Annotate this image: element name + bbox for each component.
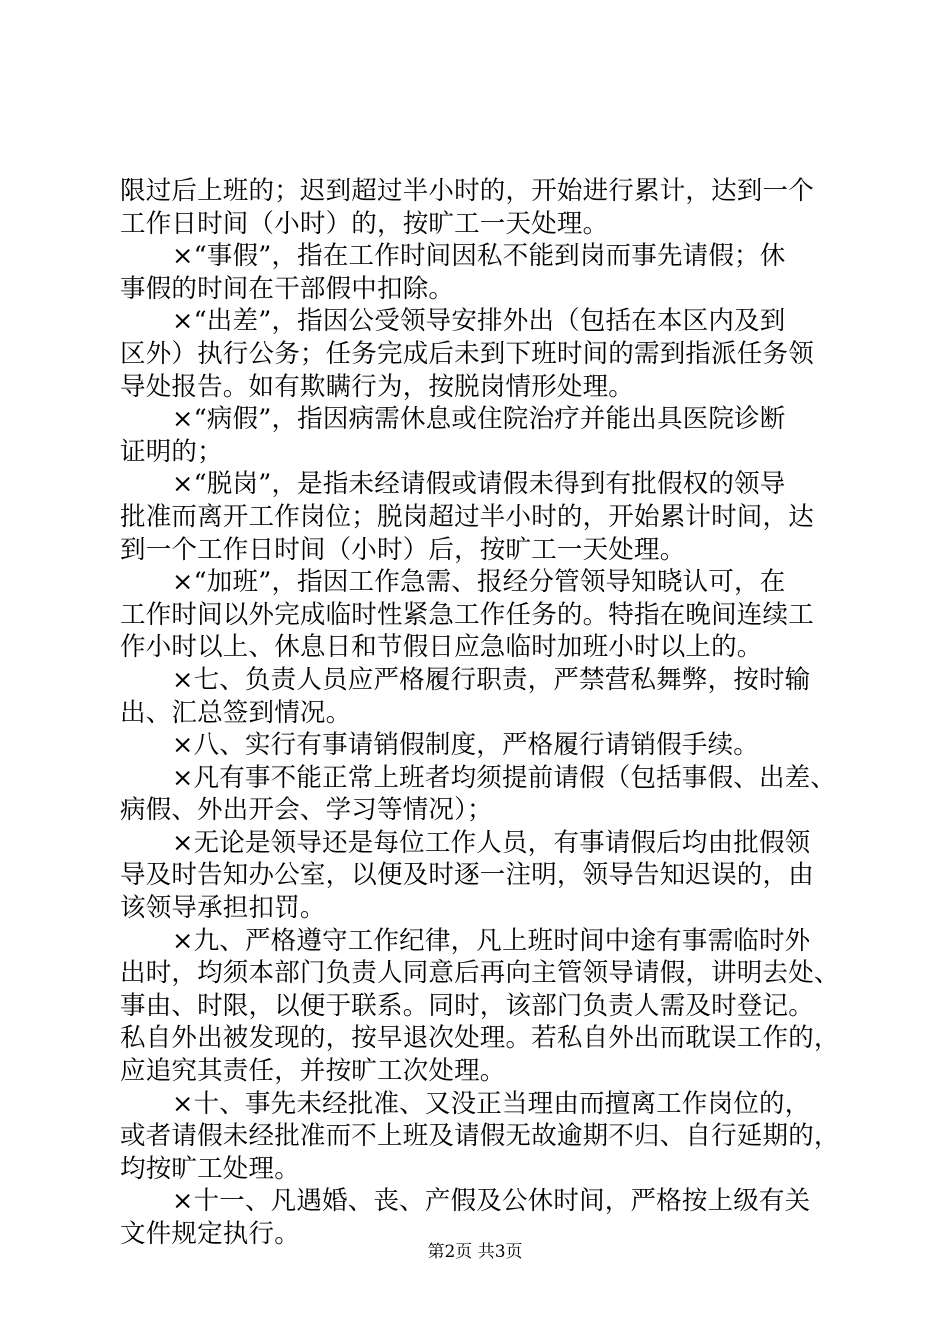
text-line: 到一个工作日时间（小时）后，按旷工一天处理。 (120, 534, 686, 565)
text-line: 出、汇总签到情况。 (120, 697, 352, 728)
text-line: ×“出差”，指因公受领导安排外出（包括在本区内及到 (172, 306, 786, 337)
text-line: 导处报告。如有欺瞒行为，按脱岗情形处理。 (120, 371, 635, 402)
text-line: 该领导承担扣罚。 (120, 893, 326, 924)
text-line: ×十一、凡遇婚、丧、产假及公休时间，严格按上级有关 (172, 1186, 811, 1217)
text-line: 限过后上班的；迟到超过半小时的，开始进行累计，达到一个 (120, 176, 814, 206)
text-line: ×八、实行有事请销假制度，严格履行请销假手续。 (172, 730, 759, 761)
page-footer (0, 1241, 950, 1263)
text-line: ×凡有事不能正常上班者均须提前请假（包括事假、出差、 (172, 762, 837, 793)
text-line: 证明的； (120, 436, 223, 467)
text-line: 事假的时间在干部假中扣除。 (120, 273, 455, 304)
text-line: 私自外出被发现的，按早退次处理。若私自外出而耽误工作的， (120, 1023, 840, 1054)
text-line: ×“脱岗”，是指未经请假或请假未得到有批假权的领导 (172, 469, 786, 500)
page-number: 第2页 共3页 (427, 1242, 523, 1262)
text-line: ×“病假”，指因病需休息或住院治疗并能出具医院诊断 (172, 404, 786, 435)
text-line: 批准而离开工作岗位；脱岗超过半小时的，开始累计时间，达 (120, 501, 814, 532)
text-line: 均按旷工处理。 (120, 1153, 300, 1184)
text-line: 工作时间以外完成临时性紧急工作任务的。特指在晚间连续工 (120, 599, 814, 630)
text-line: 作小时以上、休息日和节假日应急临时加班小时以上的。 (120, 632, 763, 663)
text-line: ×九、严格遵守工作纪律，凡上班时间中途有事需临时外 (172, 925, 811, 956)
text-line: ×“加班”，指因工作急需、报经分管领导知晓认可，在 (172, 567, 786, 598)
text-line: 区外）执行公务；任务完成后未到下班时间的需到指派任务领 (120, 338, 814, 369)
text-line: ×“事假”，指在工作时间因私不能到岗而事先请假；休 (172, 241, 786, 272)
document-body (120, 175, 840, 1251)
text-line: ×七、负责人员应严格履行职责，严禁营私舞弊，按时输 (172, 664, 811, 695)
text-line: 文件规定执行。 (120, 1219, 300, 1249)
text-line: ×无论是领导还是每位工作人员，有事请假后均由批假领 (172, 827, 811, 858)
text-line: 应追究其责任，并按旷工次处理。 (120, 1056, 506, 1087)
text-line: ×十、事先未经批准、又没正当理由而擅离工作岗位的， (172, 1088, 811, 1119)
text-line: 病假、外出开会、学习等情况）； (120, 795, 493, 826)
text-line: 或者请假未经批准而不上班及请假无故逾期不归、自行延期的， (120, 1121, 840, 1152)
text-line: 导及时告知办公室，以便及时逐一注明，领导告知迟误的，由 (120, 860, 814, 891)
text-line: 工作日时间（小时）的，按旷工一天处理。 (120, 208, 609, 239)
text-line: 出时，均须本部门负责人同意后再向主管领导请假，讲明去处、 (120, 958, 840, 989)
text-line: 事由、时限，以便于联系。同时，该部门负责人需及时登记。 (120, 990, 814, 1021)
